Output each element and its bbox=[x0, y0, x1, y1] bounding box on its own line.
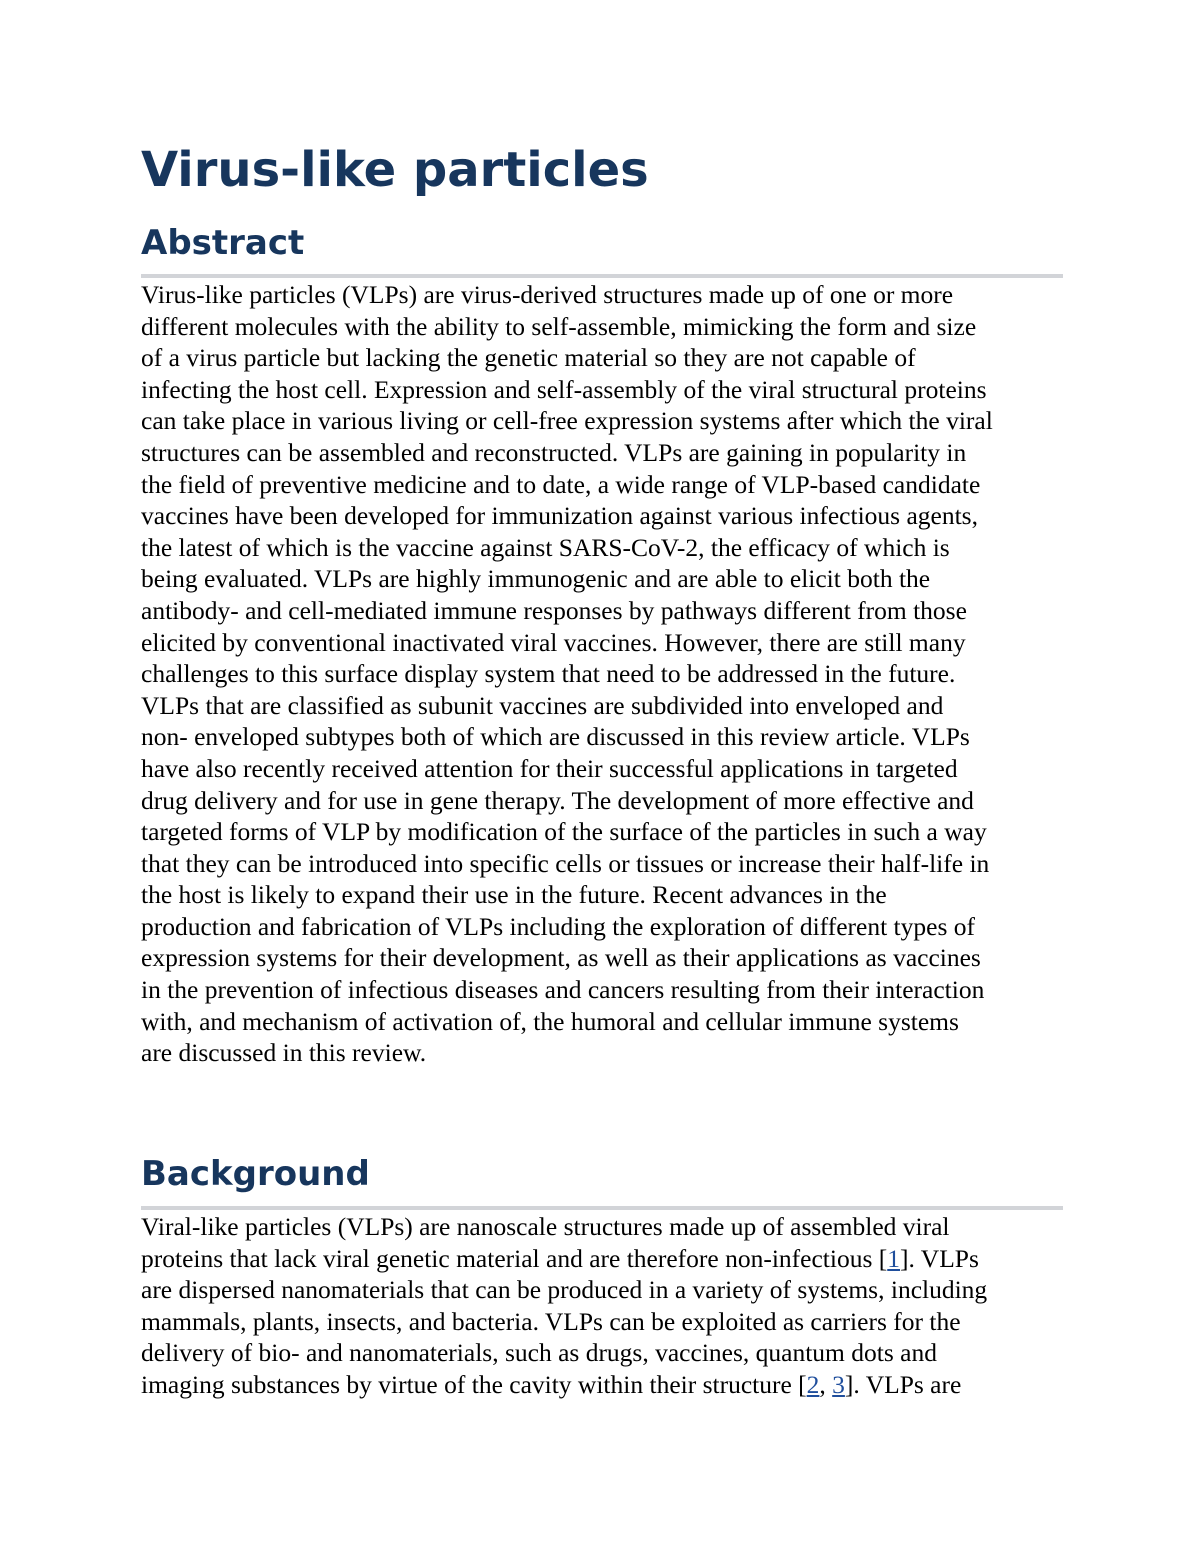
text-line: targeted forms of VLP by modification of the surface of the particles in such a way bbox=[141, 817, 987, 847]
text-segment: imaging substances by virtue of the cavity within their structure [ bbox=[141, 1369, 807, 1399]
section-heading-background: Background bbox=[141, 1154, 370, 1194]
text-line: antibody- and cell-mediated immune responses by pathways different from those bbox=[141, 595, 967, 625]
text-line: vaccines have been developed for immunization against various infectious agents, bbox=[141, 501, 978, 531]
text-line: delivery of bio- and nanomaterials, such as drugs, vaccines, quantum dots and bbox=[141, 1338, 937, 1368]
text-line: the host is likely to expand their use in the future. Recent advances in the bbox=[141, 880, 887, 910]
reference-link-1[interactable]: 1 bbox=[887, 1243, 900, 1273]
text-line: that they can be introduced into specific cells or tissues or increase their half-life in bbox=[141, 848, 990, 878]
text-line: Viral-like particles (VLPs) are nanoscale structures made up of assembled viral bbox=[141, 1212, 950, 1241]
section-divider bbox=[141, 1206, 1063, 1210]
text-segment: ]. VLPs are bbox=[844, 1369, 962, 1399]
abstract-paragraph bbox=[141, 279, 1063, 1069]
text-segment: ]. VLPs bbox=[900, 1243, 979, 1273]
text-line: mammals, plants, insects, and bacteria. VLPs can be exploited as carriers for the bbox=[141, 1306, 961, 1336]
text-line: being evaluated. VLPs are highly immunogenic and are able to elicit both the bbox=[141, 564, 931, 594]
text-line: can take place in various living or cell-free expression systems after which the viral bbox=[141, 406, 993, 436]
text-segment: , bbox=[819, 1369, 833, 1399]
text-line: of a virus particle but lacking the genetic material so they are not capable of bbox=[141, 343, 916, 373]
text-line bbox=[141, 1243, 1063, 1275]
reference-link-3[interactable]: 3 bbox=[832, 1369, 845, 1399]
text-line: with, and mechanism of activation of, the humoral and cellular immune systems bbox=[141, 1006, 959, 1036]
text-line: are discussed in this review. bbox=[141, 1038, 427, 1068]
background-paragraph bbox=[141, 1211, 1063, 1401]
text-line: challenges to this surface display system that need to be addressed in the future. bbox=[141, 659, 956, 689]
document-title: Virus-like particles bbox=[141, 142, 649, 198]
text-line: drug delivery and for use in gene therapy. The development of more effective and bbox=[141, 785, 974, 815]
text-line: have also recently received attention for their successful applications in targeted bbox=[141, 753, 958, 783]
text-line: elicited by conventional inactivated viral vaccines. However, there are still many bbox=[141, 627, 966, 657]
text-line: in the prevention of infectious diseases and cancers resulting from their interaction bbox=[141, 975, 985, 1005]
text-line: infecting the host cell. Expression and self-assembly of the viral structural proteins bbox=[141, 374, 987, 404]
text-line: structures can be assembled and reconstructed. VLPs are gaining in popularity in bbox=[141, 437, 967, 467]
text-line: VLPs that are classified as subunit vaccines are subdivided into enveloped and bbox=[141, 690, 944, 720]
text-segment: proteins that lack viral genetic material and are therefore non-infectious [ bbox=[141, 1243, 888, 1273]
reference-link-2[interactable]: 2 bbox=[806, 1369, 820, 1399]
text-line: production and fabrication of VLPs including the exploration of different types of bbox=[141, 911, 975, 941]
section-divider bbox=[141, 274, 1063, 278]
text-line bbox=[141, 1369, 1063, 1401]
text-line: the field of preventive medicine and to date, a wide range of VLP-based candidate bbox=[141, 469, 981, 499]
text-line: expression systems for their development, as well as their applications as vaccines bbox=[141, 943, 981, 973]
text-line: the latest of which is the vaccine against SARS-CoV-2, the efficacy of which is bbox=[141, 532, 950, 562]
section-heading-abstract: Abstract bbox=[141, 223, 305, 263]
text-line: different molecules with the ability to self-assemble, mimicking the form and size bbox=[141, 311, 977, 341]
text-line: non- enveloped subtypes both of which are discussed in this review article. VLPs bbox=[141, 722, 970, 752]
text-line: are dispersed nanomaterials that can be produced in a variety of systems, including bbox=[141, 1275, 988, 1305]
text-line: Virus-like particles (VLPs) are virus-derived structures made up of one or more bbox=[141, 280, 954, 309]
